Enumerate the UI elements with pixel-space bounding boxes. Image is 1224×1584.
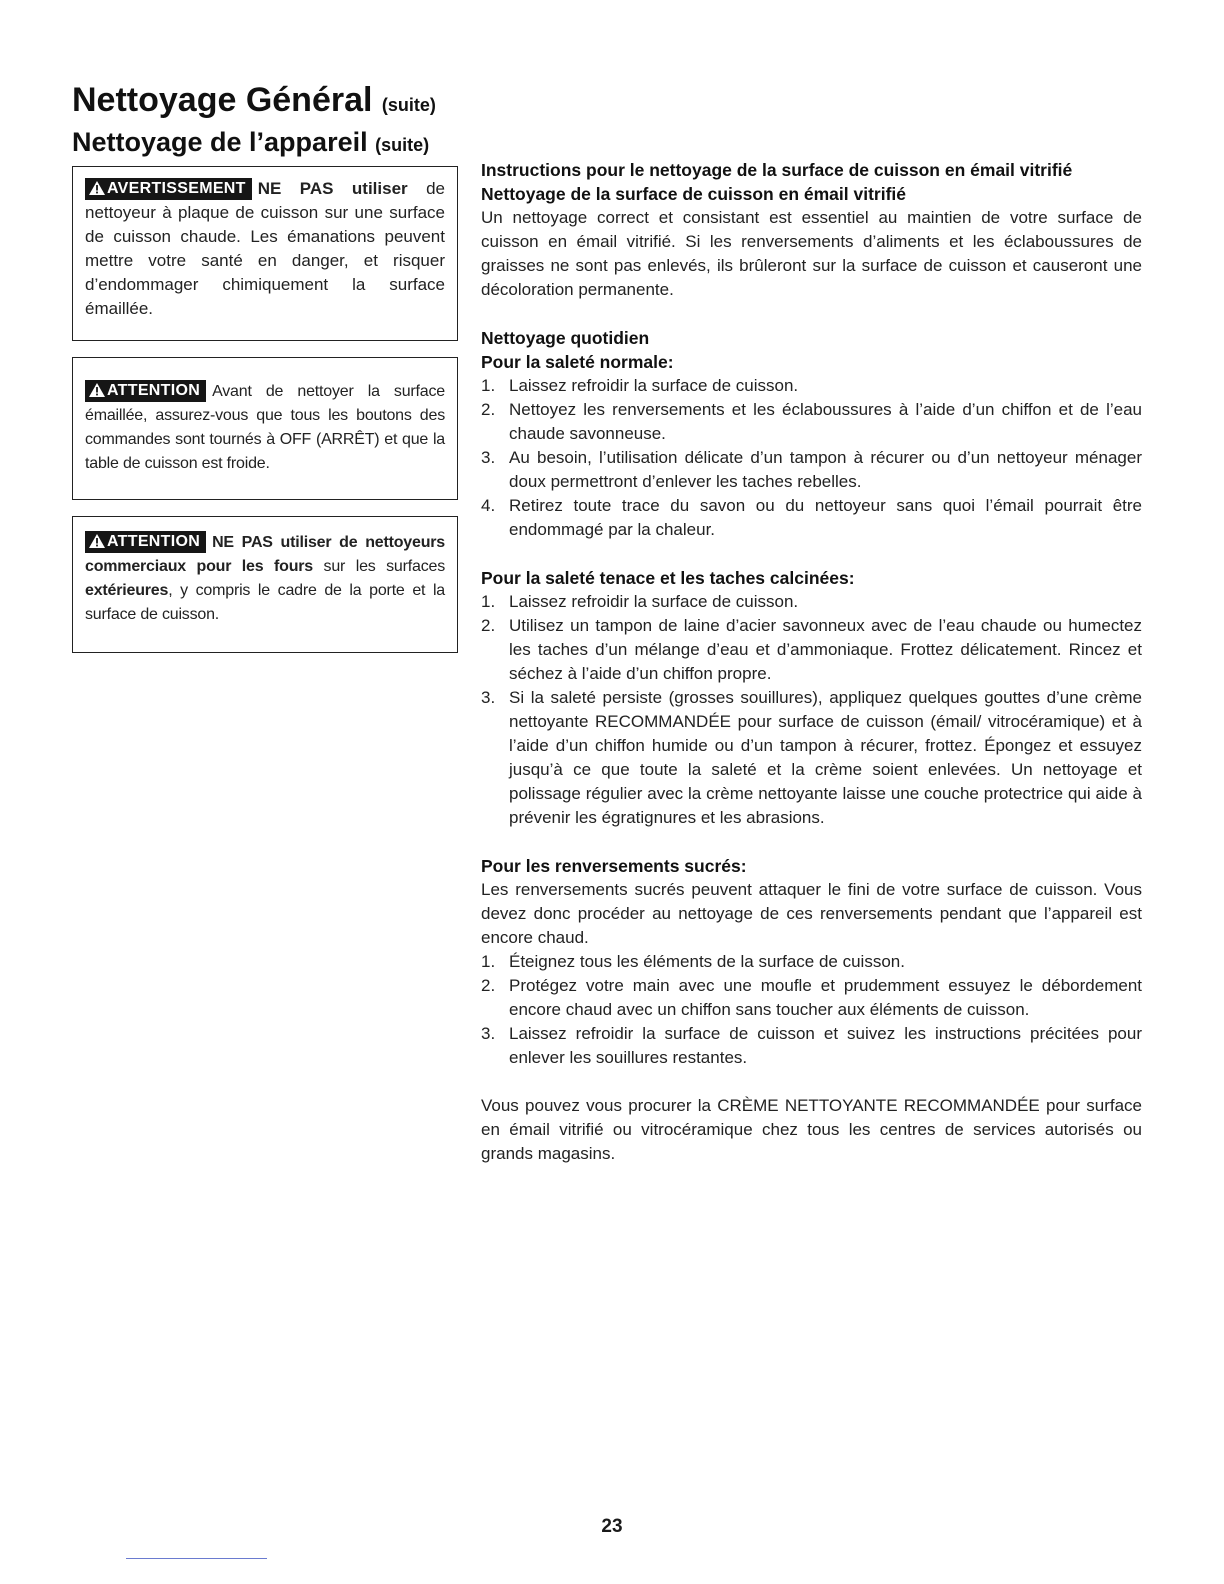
warning-triangle-icon xyxy=(89,383,105,397)
warning-triangle-icon xyxy=(89,534,105,548)
sugar-steps-list xyxy=(481,950,1142,1070)
list-item: 2. Nettoyez les renversements et les éclaboussures à l’aide d’un chiffon et de l’eau chaude savonneuse. xyxy=(481,400,1142,443)
tough-steps-list xyxy=(481,590,1142,830)
warning-box-attention-1: ATTENTION Avant de nettoyer la surface émaillée, assurez-vous que tous les boutons des commandes sont tournés à OFF (ARRÊT) et que la table de cuisson est froide. xyxy=(72,357,458,500)
attention-badge: ATTENTION xyxy=(85,380,206,402)
page-number: 23 xyxy=(601,1516,623,1537)
instructions-column xyxy=(481,158,1142,1166)
warnings-column xyxy=(72,166,458,669)
section-heading: Nettoyage de la surface de cuisson en émail vitrifié xyxy=(481,184,907,204)
paragraph: Un nettoyage correct et consistant est essentiel au maintien de votre surface de cuisson en émail vitrifié. Si les renversements d’aliments et les éclaboussures de graisses ne sont pas enlevés, ils brûleront sur la surface de cuisson et causeront une décoloration permanente. xyxy=(481,208,1142,299)
avertissement-badge: AVERTISSEMENT xyxy=(85,178,252,200)
closing-paragraph: Vous pouvez vous procurer la CRÈME NETTOYANTE RECOMMANDÉE pour surface en émail vitrifié ou vitrocéramique chez tous les centres de services autorisés ou grands magasins. xyxy=(481,1096,1142,1163)
warning-box-attention-2: ATTENTION NE PAS utiliser de nettoyeurs commerciaux pour les fours sur les surfaces extérieures, y compris le cadre de la porte et la surface de cuisson. xyxy=(72,516,458,653)
list-item: 3. Au besoin, l’utilisation délicate d’un tampon à récurer ou d’un nettoyeur ménager doux permettront d’enlever les taches rebelles. xyxy=(481,448,1142,491)
footer-rule xyxy=(126,1558,267,1559)
page-subtitle: Nettoyage de l’appareil (suite) xyxy=(72,127,430,157)
list-item: 3. Si la saleté persiste (grosses souillures), appliquez quelques gouttes d’une crème nettoyante RECOMMANDÉE pour surface de cuisson (émail/ vitrocéramique) et à l’aide d’un chiffon humide ou d’un tampon à récurer, frottez. Épongez et essuyez jusqu’à ce que toute la saleté et la crème soient enlevées. Un nettoyage et polissage régulier avec la crème nettoyante laisse une couche protectrice qui aide à prévenir les égratignures et les abrasions. xyxy=(481,688,1142,827)
section-heading: Instructions pour le nettoyage de la surface de cuisson en émail vitrifié xyxy=(481,160,1073,180)
list-item: 3. Laissez refroidir la surface de cuisson et suivez les instructions précitées pour enlever les souillures restantes. xyxy=(481,1024,1142,1067)
warning-triangle-icon xyxy=(89,181,105,195)
page-title: Nettoyage Général (suite) xyxy=(72,81,436,119)
section-heading: Pour la saleté tenace et les taches calcinées: xyxy=(481,568,855,588)
list-item: 2. Utilisez un tampon de laine d’acier savonneux avec de l’eau chaude ou humectez les taches d’un mélange d’eau et d’ammoniaque. Frottez délicatement. Rincez et séchez à l’aide d’un chiffon propre. xyxy=(481,616,1142,683)
attention-badge: ATTENTION xyxy=(85,531,206,553)
section-heading: Nettoyage quotidien xyxy=(481,328,650,348)
section-heading: Pour la saleté normale: xyxy=(481,352,674,372)
list-item: 1. Laissez refroidir la surface de cuisson. xyxy=(481,376,799,395)
list-item: 2. Protégez votre main avec une moufle et prudemment essuyez le débordement encore chaud avec un chiffon sans toucher aux éléments de cuisson. xyxy=(481,976,1142,1019)
warning-box-avertissement: AVERTISSEMENT NE PAS utiliser de nettoyeur à plaque de cuisson sur une surface de cuisson chaude. Les émanations peuvent mettre votre santé en danger, et risquer d’endommager chimiquement la surface émaillée. xyxy=(72,166,458,341)
title-suffix: (suite) xyxy=(381,95,436,115)
subtitle-suffix: (suite) xyxy=(375,135,430,155)
section-heading: Pour les renversements sucrés: xyxy=(481,856,747,876)
paragraph: Les renversements sucrés peuvent attaquer le fini de votre surface de cuisson. Vous devez donc procéder au nettoyage de ces renversements pendant que l’appareil est encore chaud. xyxy=(481,880,1142,947)
list-item: 4. Retirez toute trace du savon ou du nettoyeur sans quoi l’émail pourrait être endommagé par la chaleur. xyxy=(481,496,1142,539)
list-item: 1. Laissez refroidir la surface de cuisson. xyxy=(481,592,799,611)
daily-steps-list xyxy=(481,374,1142,542)
list-item: 1. Éteignez tous les éléments de la surface de cuisson. xyxy=(481,952,905,971)
